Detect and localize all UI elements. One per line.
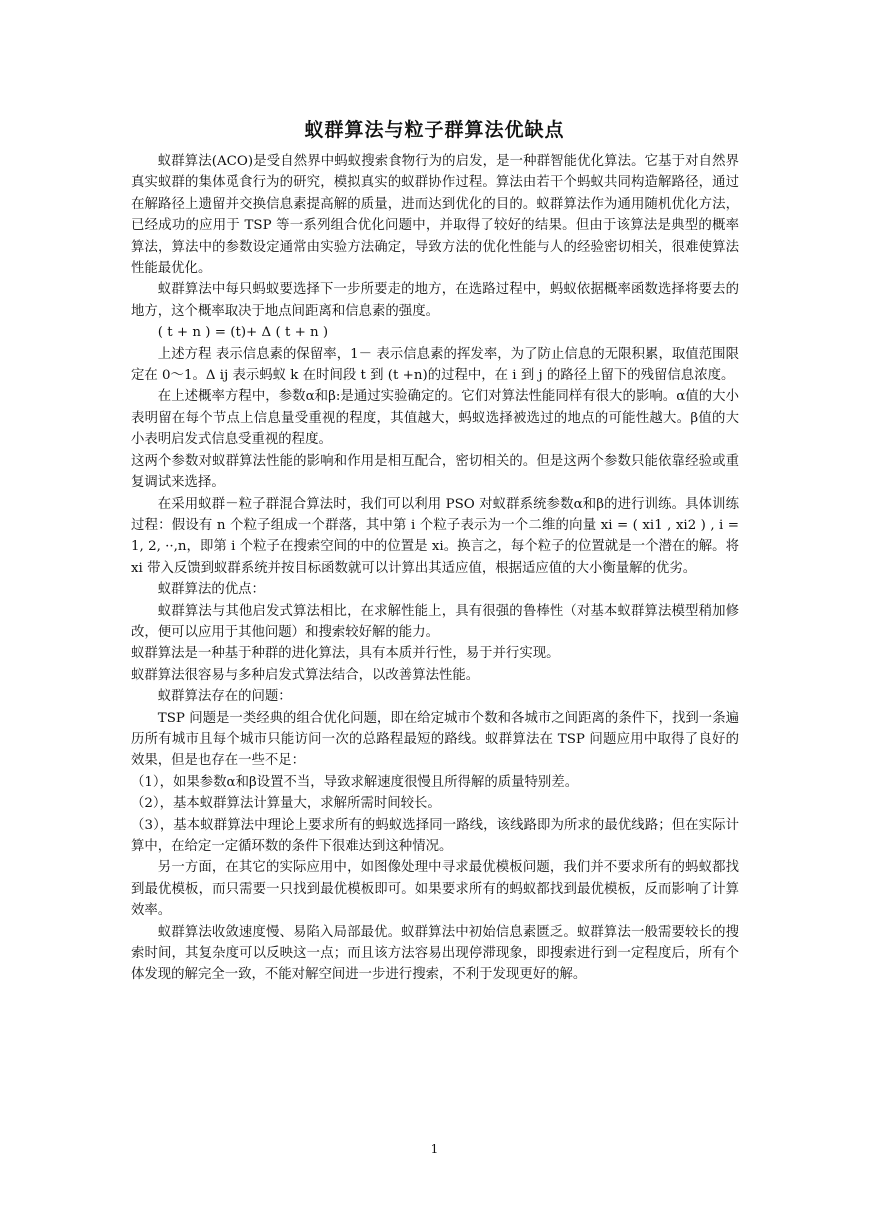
paragraph-alpha-beta: 在上述概率方程中，参数α和β:是通过实验确定的。它们对算法性能同样有很大的影响。α值的大小表明留在每个节点上信息量受重视的程度，其值越大，蚂蚁选择被选过的地点的可能性越大。β值的大小表明启发式信息受重视的程度。 bbox=[131, 389, 739, 448]
paragraph-path-selection: 蚁群算法中每只蚂蚁要选择下一步所要走的地方，在选路过程中，蚂蚁依据概率函数选择将要去的地方，这个概率取决于地点间距离和信息素的强度。 bbox=[131, 282, 739, 319]
list-item-problem-3: （3），基本蚁群算法中理论上要求所有的蚂蚁选择同一路线，该线路即为所求的最优线路；但在实际计算中，在给定一定循环数的条件下很难达到这种情况。 bbox=[131, 817, 739, 854]
heading-advantages: 蚁群算法的优点： bbox=[157, 582, 265, 598]
list-item-problem-1: （1），如果参数α和β设置不当，导致求解速度很慢且所得解的质量特别差。 bbox=[131, 774, 579, 790]
paragraph-parameter-relationship: 这两个参数对蚁群算法性能的影响和作用是相互配合，密切相关的。但是这两个参数只能依靠经验或重复调试来选择。 bbox=[131, 453, 739, 491]
list-item-problem-2: （2），基本蚁群算法计算量大，求解所需时间较长。 bbox=[131, 796, 441, 812]
paragraph-formula-explanation: 上述方程 表示信息素的保留率，1－ 表示信息素的挥发率，为了防止信息的无限积累，取值范围限定在 0～1。Δ ij 表示蚂蚁 k 在时间段 t 到 (t +n)的过程中，在 i 到 j 的路径上留下的残留信息浓度。 bbox=[131, 346, 739, 384]
heading-problems: 蚁群算法存在的问题： bbox=[157, 689, 292, 705]
document-body bbox=[131, 151, 739, 986]
paragraph-pso-hybrid: 在采用蚁群－粒子群混合算法时，我们可以利用 PSO 对蚁群系统参数α和β的进行训练。具体训练过程：假设有 n 个粒子组成一个群落，其中第 i 个粒子表示为一个二维的向量 xi = ( xi1 , xi2 ) , i = 1, 2, ··,n，即第 i 个粒子在搜索空间的中的位置是 xi。换言之，每个粒子的位置就是一个潜在的解。将 xi 带入反馈到蚁群系统并按目标函数就可以计算出其适应值，根据适应值的大小衡量解的优劣。 bbox=[131, 496, 739, 576]
paragraph-advantage-parallel: 蚁群算法是一种基于种群的进化算法，具有本质并行性，易于并行实现。 bbox=[131, 646, 560, 662]
paragraph-advantage-combination: 蚁群算法很容易与多种启发式算法结合，以改善算法性能。 bbox=[131, 667, 480, 683]
document-title: 蚁群算法与粒子群算法优缺点 bbox=[304, 119, 565, 141]
paragraph-advantage-robustness: 蚁群算法与其他启发式算法相比，在求解性能上，具有很强的鲁棒性（对基本蚁群算法模型稍加修改，便可以应用于其他问题）和搜索较好解的能力。 bbox=[131, 603, 739, 640]
paragraph-convergence: 蚁群算法收敛速度慢、易陷入局部最优。蚁群算法中初始信息素匮乏。蚁群算法一般需要较长的搜索时间，其复杂度可以反映这一点；而且该方法容易出现停滞现象，即搜索进行到一定程度后，所有个体发现的解完全一致，不能对解空间进一步进行搜索，不利于发现更好的解。 bbox=[131, 924, 739, 983]
formula-pheromone-update: ( t + n ) = (t)+ Δ ( t + n ) bbox=[157, 325, 329, 341]
paragraph-image-processing: 另一方面，在其它的实际应用中，如图像处理中寻求最优模板问题，我们并不要求所有的蚂蚁都找到最优模板，而只需要一只找到最优模板即可。如果要求所有的蚂蚁都找到最优模板，反而影响了计算效率。 bbox=[131, 860, 739, 919]
paragraph-tsp-problem: TSP 问题是一类经典的组合优化问题，即在给定城市个数和各城市之间距离的条件下，找到一条遍历所有城市且每个城市只能访问一次的总路程最短的路线。蚁群算法在 TSP 问题应用中取得了良好的效果，但是也存在一些不足： bbox=[131, 710, 739, 769]
paragraph-aco-intro: 蚁群算法(ACO)是受自然界中蚂蚁搜索食物行为的启发，是一种群智能优化算法。它基于对自然界真实蚁群的集体觅食行为的研究，模拟真实的蚁群协作过程。算法由若干个蚂蚁共同构造解路径，通过在解路径上遗留并交换信息素提高解的质量，进而达到优化的目的。蚁群算法作为通用随机优化方法，已经成功的应用于 TSP 等一系列组合优化问题中，并取得了较好的结果。但由于该算法是典型的概率算法，算法中的参数设定通常由实验方法确定，导致方法的优化性能与人的经验密切相关，很难使算法性能最优化。 bbox=[131, 154, 739, 277]
page-number: 1 bbox=[430, 1142, 439, 1156]
